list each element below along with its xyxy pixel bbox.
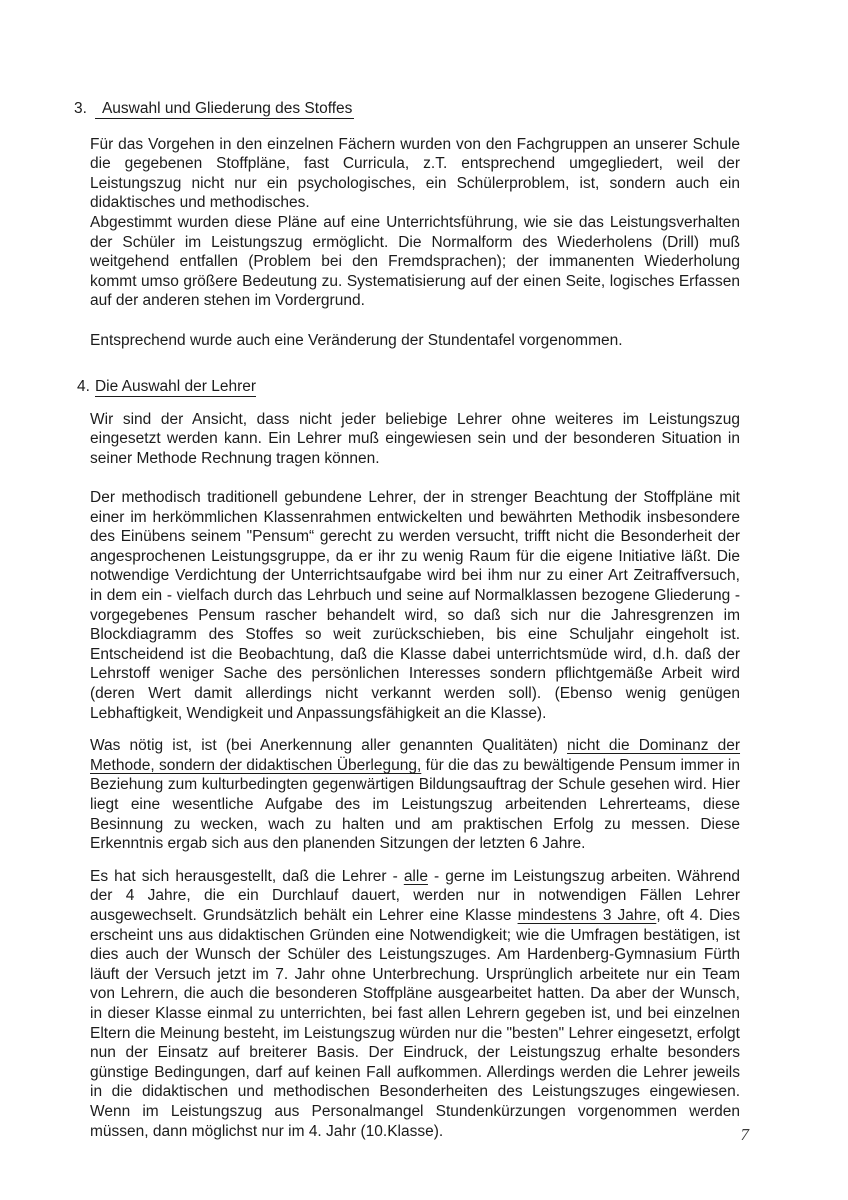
paragraph-4-4	[90, 867, 740, 1141]
text-run: , oft 4. Dies erscheint uns aus didaktischen Gründen eine Notwendigkeit; wie die Umfragen bestätigen, ist dies auch der Wunsch der Schüler des Leistungszuges. Am Hardenberg-Gymnasium Fürth läuft der Versuch jetzt im 7. Jahr ohne Unterbrechung. Ursprünglich arbeitete nur ein Team von Lehrern, die auch die besonderen Stoffpläne ausgearbeitet hatten. Da aber der Wunsch, in dieser Klasse einmal zu unterrichten, bei fast allen Lehrern gegeben ist, und bei einzelnen Eltern die Meinung besteht, im Leistungszug würden nur die "besten" Lehrer eingesetzt, erfolgt nun der Einsatz auf breiterer Basis. Der Eindruck, der Leistungszug erhalte besonders günstige Bedingungen, darf auf keinen Fall aufkommen. Allerdings werden die Lehrer jeweils in die didaktischen und methodischen Besonderheiten des Leistungszuges eingewiesen. Wenn im Leistungszug aus Personalmangel Stundenkürzungen vorgenommen werden müssen, dann möglichst nur im 4. Jahr (10.Klasse).	[90, 906, 740, 1140]
paragraph-3-1	[90, 135, 740, 213]
document-body	[74, 99, 741, 1141]
text-run: Es hat sich herausgestellt, daß die Lehrer -	[90, 867, 404, 885]
section-3-number: 3.	[74, 100, 87, 117]
section-4-number: 4.	[77, 378, 90, 396]
text-run: Was nötig ist, ist (bei Anerkennung aller genannten Qualitäten)	[90, 737, 568, 755]
text-run: Abgestimmt wurden diese Pläne auf eine Unterrichtsführung, wie sie das Leistungsverhalten der Schüler im Leistungszug ermöglicht. Die Normalform des Wiederholens (Drill) muß weitgehend entfallen (Problem bei den Fremdsprachen); der immanenten Wiederholung kommt umso größere Bedeutung zu. Systematisierung auf der einen Seite, logisches Erfassen auf der anderen stehen im Vordergrund.	[90, 213, 740, 310]
section-3-title: Auswahl und Gliederung des Stoffes	[95, 100, 354, 119]
text-run: - gerne im Leistungszug arbeiten. Während der 4 Jahre, die ein Durchlauf dauert, werden nur in notwendigen Fällen Lehrer ausgewechselt. Grundsätzlich behält ein Lehrer eine Klasse	[90, 867, 740, 924]
paragraph-4-2	[90, 488, 740, 723]
paragraph-3-3	[90, 331, 740, 351]
text-run: für die das zu bewältigende Pensum immer in Beziehung zum kulturbedingten gegenwärtigen Bildungsauftrag der Schule gesehen wird. Hier liegt eine wesentliche Aufgabe des im Leistungszug arbeitenden Lehrerteams, diese Besinnung zu wecken, wach zu halten und am praktischen Erfolg zu messen. Diese Erkenntnis ergab sich aus den planenden Sitzungen der letzten 6 Jahre.	[90, 756, 740, 853]
section-4-title: Die Auswahl der Lehrer	[94, 378, 257, 396]
paragraph-4-1	[90, 410, 740, 469]
underlined-text-run: alle	[403, 867, 428, 885]
page-number: 7	[740, 1125, 749, 1144]
underlined-text-run: mindestens 3 Jahre	[517, 906, 657, 924]
paragraph-3-2	[90, 213, 740, 311]
text-run: Der methodisch traditionell gebundene Lehrer, der in strenger Beachtung der Stoffpläne mit einer im herkömmlichen Klassenrahmen entwickelten und bewährten Methodik insbesondere des Einübens seinem "Pensum“ gerecht zu werden versucht, trifft nicht die Besonderheit der angesprochenen Leistungsgruppe, da er ihr zu wenig Raum für die eigene Initiative läßt. Die notwendige Verdichtung der Unterrichtsaufgabe wird bei ihm nur zu einer Art Zeitraffversuch, in dem ein - vielfach durch das Lehrbuch und seine auf Normalklassen bezogene Gliederung - vorgegebenes Pensum rascher behandelt wird, so daß sich nur die Jahresgrenzen im Blockdiagramm des Stoffes so weit zurückschieben, bis eine Schuljahr eingeholt ist. Entscheidend ist die Beobachtung, daß die Klasse dabei unterrichtsmüde wird, d.h. daß der Lehrstoff weniger Sache des persönlichen Interesses sondern pflichtgemäße Arbeit wird (deren Wert damit allerdings nicht verkannt werden soll). (Ebenso wenig genügen Lebhaftigkeit, Wendigkeit und Anpassungsfähigkeit an die Klasse).	[90, 489, 740, 722]
text-run: Entsprechend wurde auch eine Veränderung der Stundentafel vorgenommen.	[90, 331, 623, 349]
text-run: Wir sind der Ansicht, dass nicht jeder beliebige Lehrer ohne weiteres im Leistungszug eingesetzt werden kann. Ein Lehrer muß eingewiesen sein und der besonderen Situation in seiner Methode Rechnung tragen können.	[90, 410, 740, 467]
underlined-text-run: nicht die Dominanz der Methode, sondern der didaktischen Überlegung,	[90, 737, 741, 774]
section-3-heading	[74, 99, 740, 119]
text-run: Für das Vorgehen in den einzelnen Fächern wurden von den Fachgruppen an unserer Schule die gegebenen Stoffpläne, fast Curricula, z.T. entsprechend umgegliedert, weil der Leistungszug nicht nur ein psychologisches, ein Schülerproblem, ist, sondern auch ein didaktisches und methodisches.	[90, 135, 740, 212]
section-4-heading	[77, 377, 740, 397]
paragraph-4-3	[90, 736, 740, 854]
